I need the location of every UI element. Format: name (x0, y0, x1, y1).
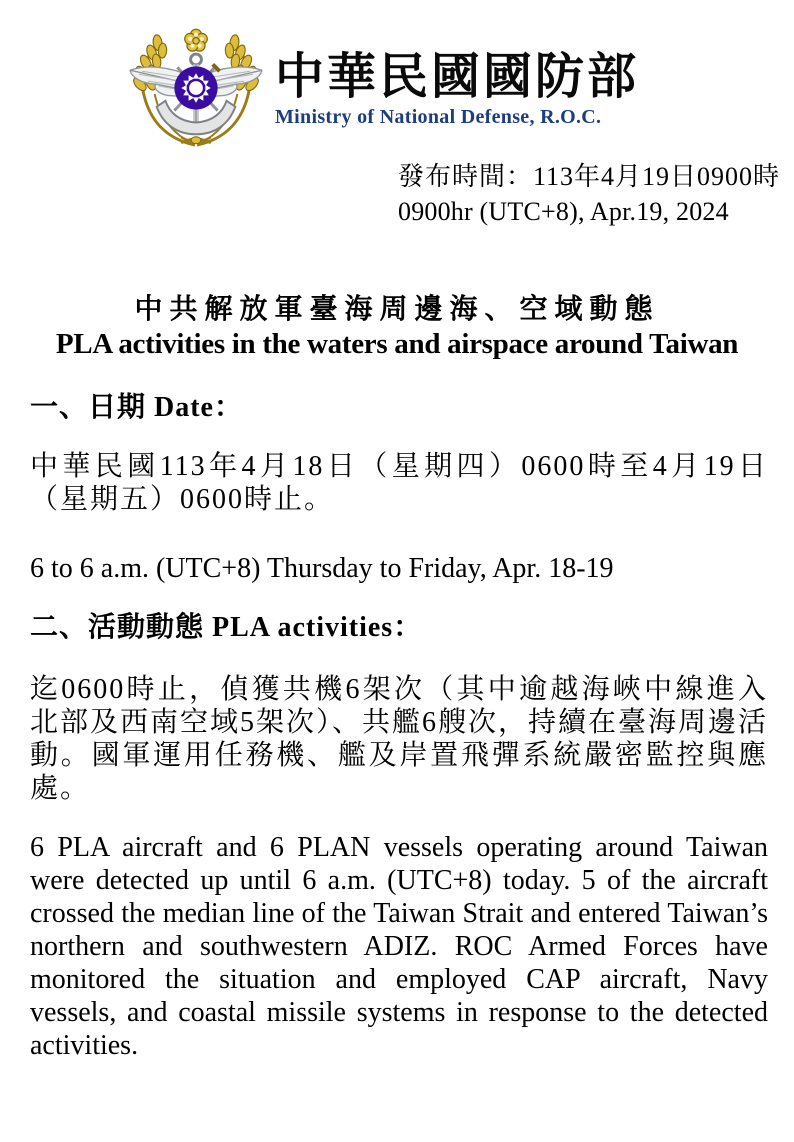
document-title-zh: 中共解放軍臺海周邊海、空域動態 (134, 294, 660, 325)
sun-emblem-icon (174, 66, 217, 109)
release-time-block (398, 159, 781, 229)
release-time-zh: 發布時間：113年4月19日0900時 (398, 162, 781, 191)
date-paragraph-en: 6 to 6 a.m. (UTC+8) Thursday to Friday, Apr. 18-19 (30, 553, 614, 584)
release-time-en: 0900hr (UTC+8), Apr.19, 2024 (398, 197, 729, 226)
document-title-en: PLA activities in the waters and airspace around Taiwan (55, 328, 739, 360)
activities-paragraph-en: 6 PLA aircraft and 6 PLAN vessels operating around Taiwan were detected up until 6 a.m. (UTC+8) today. 5 of the aircraft crossed the median line of the Taiwan Strait and entered Taiwan’s northern and southwestern ADIZ. ROC Armed Forces have monitored the situation and employed CAP aircraft, Navy vessels, and coastal missile systems in response to the detected activities. (30, 832, 768, 1061)
plum-blossom-icon (185, 29, 208, 51)
org-title-en: Ministry of National Defense, R.O.C. (275, 106, 602, 129)
section-heading-date: 一、日期 Date： (30, 392, 243, 423)
date-paragraph-zh: 中華民國113年4月18日（星期四）0600時至4月19日（星期五）0600時止。 (30, 451, 768, 515)
activities-paragraph-zh: 迄0600時止，偵獲共機6架次（其中逾越海峽中線進入北部及西南空域5架次）、共艦6艘次，持續在臺海周邊活動。國軍運用任務機、艦及岸置飛彈系統嚴密監控與應處。 (30, 674, 769, 804)
section-heading-activities: 二、活動動態 PLA activities： (30, 612, 423, 643)
document-title (0, 293, 794, 361)
org-title-block (275, 27, 639, 129)
org-title-zh: 中華民國國防部 (275, 49, 640, 104)
document-header (122, 27, 794, 151)
mnd-emblem-logo (122, 27, 270, 151)
